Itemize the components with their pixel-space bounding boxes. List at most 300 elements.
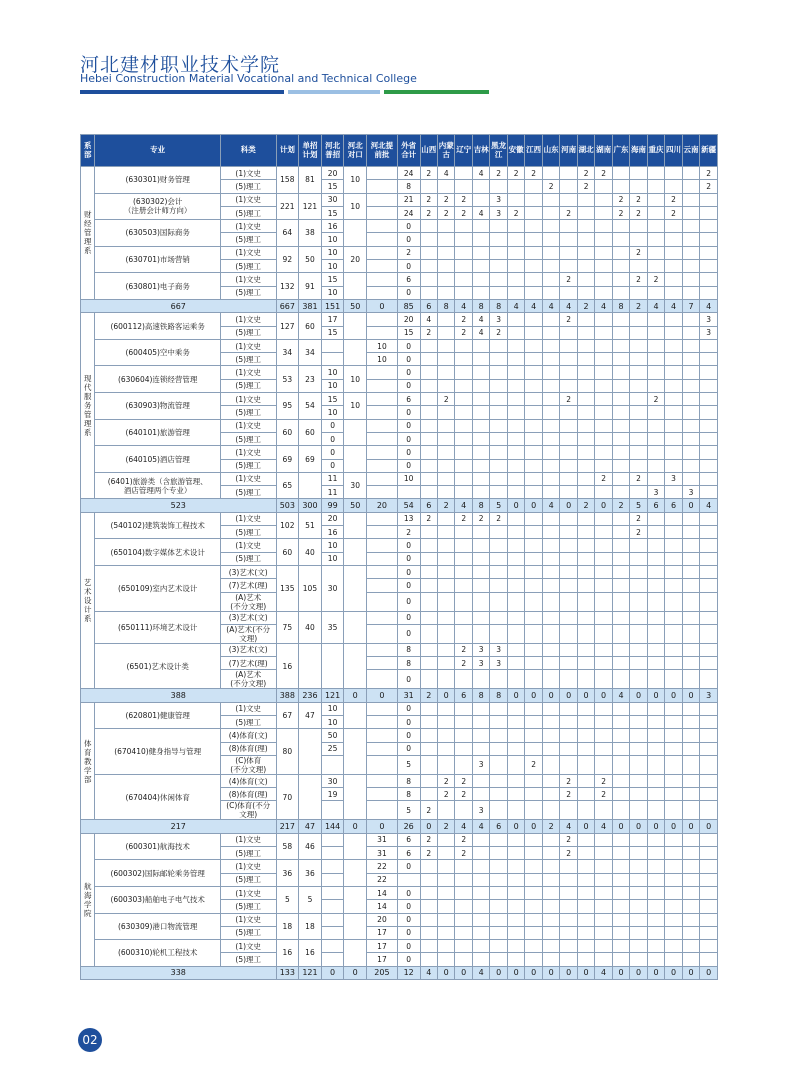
category-cell: (5)理工 — [220, 926, 276, 939]
hebei-vocational-cell — [344, 419, 367, 446]
province-cell — [630, 326, 647, 339]
province-cell — [647, 860, 664, 873]
province-cell — [577, 953, 594, 966]
province-cell — [595, 286, 612, 299]
province-cell — [560, 512, 577, 525]
out-province-total-cell: 21 — [397, 193, 420, 206]
province-cell — [525, 833, 542, 846]
province-cell — [542, 624, 559, 643]
province-cell — [420, 643, 437, 656]
province-cell — [490, 366, 507, 379]
province-cell: 2 — [525, 755, 542, 774]
out-province-total-cell: 5 — [397, 755, 420, 774]
province-cell — [612, 406, 629, 419]
single-plan-cell: 81 — [299, 167, 322, 194]
province-cell — [525, 913, 542, 926]
province-cell — [455, 273, 472, 286]
province-cell — [472, 526, 489, 539]
province-cell — [542, 233, 559, 246]
province-cell — [595, 180, 612, 193]
province-cell — [542, 755, 559, 774]
province-cell — [560, 459, 577, 472]
province-cell — [507, 774, 524, 787]
province-cell: 2 — [420, 206, 437, 219]
province-cell — [647, 552, 664, 565]
province-cell — [665, 742, 682, 755]
province-cell — [490, 233, 507, 246]
province-cell — [472, 366, 489, 379]
hebei-early-cell — [367, 539, 398, 552]
province-cell — [542, 886, 559, 899]
province-cell — [560, 702, 577, 715]
province-cell — [507, 715, 524, 728]
province-cell — [577, 432, 594, 445]
province-cell — [525, 366, 542, 379]
out-province-total-cell: 2 — [397, 526, 420, 539]
province-total-cell: 4 — [595, 820, 612, 833]
out-province-total-cell: 13 — [397, 512, 420, 525]
single-plan-cell: 23 — [299, 366, 322, 393]
province-total-cell: 2 — [577, 299, 594, 312]
out-province-total-cell: 0 — [397, 953, 420, 966]
province-cell — [647, 801, 664, 820]
province-cell — [490, 459, 507, 472]
province-cell — [542, 339, 559, 352]
province-total-cell: 6 — [647, 499, 664, 512]
single-plan-cell: 51 — [299, 512, 322, 539]
table-row — [81, 472, 718, 485]
province-cell: 2 — [560, 393, 577, 406]
hebei-early-cell — [367, 313, 398, 326]
province-cell — [437, 873, 454, 886]
province-cell — [595, 539, 612, 552]
province-cell — [420, 379, 437, 392]
out-province-total-cell: 0 — [397, 926, 420, 939]
total-cell: 133 — [276, 966, 299, 979]
column-header: 山西 — [420, 135, 437, 167]
province-cell — [455, 913, 472, 926]
single-plan-cell: 34 — [299, 339, 322, 366]
province-cell — [665, 953, 682, 966]
province-total-cell: 4 — [560, 299, 577, 312]
province-cell — [630, 180, 647, 193]
province-cell — [507, 260, 524, 273]
category-cell: (1)文史 — [220, 273, 276, 286]
hebei-early-cell: 10 — [367, 339, 398, 352]
province-cell — [437, 180, 454, 193]
province-cell — [490, 715, 507, 728]
province-cell — [612, 167, 629, 180]
province-cell — [455, 940, 472, 953]
province-cell — [647, 366, 664, 379]
province-cell — [612, 860, 629, 873]
province-cell — [472, 406, 489, 419]
province-cell — [560, 552, 577, 565]
province-cell — [455, 446, 472, 459]
province-cell — [542, 432, 559, 445]
province-cell — [630, 459, 647, 472]
province-cell — [577, 552, 594, 565]
department-cell: 现代服务管理系 — [81, 313, 95, 499]
province-cell — [455, 860, 472, 873]
plan-cell: 67 — [276, 702, 299, 729]
province-cell: 3 — [490, 313, 507, 326]
province-cell — [595, 246, 612, 259]
province-cell — [455, 233, 472, 246]
province-cell — [507, 742, 524, 755]
province-cell — [507, 565, 524, 578]
province-cell — [542, 446, 559, 459]
category-cell: (1)文史 — [220, 860, 276, 873]
province-cell — [455, 900, 472, 913]
province-cell — [577, 774, 594, 787]
province-cell — [455, 472, 472, 485]
province-cell — [612, 592, 629, 611]
province-cell — [437, 233, 454, 246]
province-cell — [507, 446, 524, 459]
province-cell — [525, 774, 542, 787]
hebei-early-cell — [367, 167, 398, 180]
province-cell — [630, 860, 647, 873]
total-cell: 50 — [344, 499, 367, 512]
province-cell — [700, 286, 718, 299]
province-cell — [577, 873, 594, 886]
province-cell — [665, 366, 682, 379]
province-cell — [472, 432, 489, 445]
province-total-cell: 6 — [420, 299, 437, 312]
out-province-total-cell: 0 — [397, 446, 420, 459]
category-cell: (5)理工 — [220, 180, 276, 193]
province-cell — [665, 313, 682, 326]
category-cell: (1)文史 — [220, 702, 276, 715]
province-cell: 2 — [560, 273, 577, 286]
total-cell: 0 — [367, 820, 398, 833]
province-cell — [577, 446, 594, 459]
province-total-cell: 6 — [420, 499, 437, 512]
category-cell: (1)文史 — [220, 167, 276, 180]
table-row — [81, 273, 718, 286]
province-cell: 2 — [472, 512, 489, 525]
province-cell — [455, 611, 472, 624]
province-cell — [682, 657, 699, 670]
hebei-general-cell — [321, 913, 344, 926]
province-cell — [682, 286, 699, 299]
province-cell — [437, 446, 454, 459]
category-cell: (4)体育(文) — [220, 774, 276, 787]
province-total-cell: 0 — [665, 966, 682, 979]
province-total-cell: 8 — [612, 299, 629, 312]
total-cell: 121 — [321, 689, 344, 702]
province-cell — [560, 624, 577, 643]
major-cell: (630604)连锁经营管理 — [95, 366, 221, 393]
province-cell — [542, 193, 559, 206]
category-cell: (1)文史 — [220, 419, 276, 432]
province-cell — [700, 643, 718, 656]
plan-cell: 221 — [276, 193, 299, 220]
province-cell — [700, 611, 718, 624]
province-cell — [507, 180, 524, 193]
category-cell: (8)体育(理) — [220, 788, 276, 801]
province-total-cell: 4 — [595, 299, 612, 312]
province-cell — [700, 446, 718, 459]
province-cell: 2 — [630, 206, 647, 219]
province-cell — [455, 167, 472, 180]
hebei-general-cell: 0 — [321, 419, 344, 432]
out-province-total-cell: 0 — [397, 459, 420, 472]
province-cell — [612, 353, 629, 366]
province-cell — [612, 366, 629, 379]
column-header: 江西 — [525, 135, 542, 167]
hebei-early-cell — [367, 486, 398, 499]
province-cell — [525, 246, 542, 259]
province-cell — [490, 565, 507, 578]
province-cell — [665, 233, 682, 246]
category-cell: (1)文史 — [220, 539, 276, 552]
province-cell — [437, 729, 454, 742]
province-cell: 2 — [542, 180, 559, 193]
total-cell: 99 — [321, 499, 344, 512]
province-cell — [490, 788, 507, 801]
province-cell — [507, 940, 524, 953]
province-cell — [507, 366, 524, 379]
column-header: 湖南 — [595, 135, 612, 167]
hebei-general-cell — [321, 900, 344, 913]
province-cell — [455, 432, 472, 445]
hebei-early-cell — [367, 366, 398, 379]
province-cell — [612, 526, 629, 539]
province-cell — [577, 755, 594, 774]
hebei-vocational-cell — [344, 886, 367, 913]
hebei-general-cell: 10 — [321, 246, 344, 259]
province-cell — [525, 233, 542, 246]
province-cell — [472, 715, 489, 728]
hebei-general-cell: 10 — [321, 715, 344, 728]
province-cell — [472, 774, 489, 787]
province-cell — [437, 847, 454, 860]
province-cell — [577, 246, 594, 259]
province-cell — [682, 167, 699, 180]
province-cell — [525, 611, 542, 624]
province-cell — [700, 246, 718, 259]
province-cell — [595, 446, 612, 459]
province-cell — [630, 873, 647, 886]
province-cell — [647, 339, 664, 352]
province-cell — [437, 940, 454, 953]
province-cell — [595, 273, 612, 286]
province-cell: 2 — [560, 847, 577, 860]
province-cell — [437, 715, 454, 728]
plan-cell: 127 — [276, 313, 299, 340]
province-cell — [455, 366, 472, 379]
category-cell: (1)文史 — [220, 940, 276, 953]
province-cell — [507, 339, 524, 352]
province-cell — [647, 913, 664, 926]
single-plan-cell — [299, 643, 322, 689]
single-plan-cell: 40 — [299, 539, 322, 566]
province-cell — [490, 393, 507, 406]
province-cell — [647, 579, 664, 592]
province-cell — [420, 486, 437, 499]
province-cell — [525, 873, 542, 886]
province-cell: 3 — [490, 657, 507, 670]
province-cell — [700, 670, 718, 689]
province-cell — [525, 715, 542, 728]
province-cell: 4 — [437, 167, 454, 180]
category-cell: (5)理工 — [220, 847, 276, 860]
province-cell — [665, 565, 682, 578]
province-cell — [560, 326, 577, 339]
province-cell: 2 — [630, 246, 647, 259]
department-total-row — [81, 820, 718, 833]
province-cell — [542, 860, 559, 873]
province-cell — [560, 220, 577, 233]
province-cell — [630, 801, 647, 820]
column-header: 黑龙江 — [490, 135, 507, 167]
total-cell: 85 — [397, 299, 420, 312]
province-cell — [490, 579, 507, 592]
province-cell: 3 — [490, 193, 507, 206]
province-cell: 2 — [455, 788, 472, 801]
out-province-total-cell: 0 — [397, 715, 420, 728]
province-cell — [700, 774, 718, 787]
province-cell: 2 — [490, 326, 507, 339]
province-cell — [700, 206, 718, 219]
province-cell — [612, 459, 629, 472]
province-cell — [490, 180, 507, 193]
province-cell — [490, 472, 507, 485]
province-total-cell: 7 — [682, 299, 699, 312]
province-cell — [437, 755, 454, 774]
province-cell — [542, 702, 559, 715]
hebei-early-cell — [367, 702, 398, 715]
province-cell — [647, 260, 664, 273]
province-cell — [682, 539, 699, 552]
province-cell — [455, 419, 472, 432]
out-province-total-cell: 0 — [397, 729, 420, 742]
province-cell — [577, 339, 594, 352]
province-cell — [700, 847, 718, 860]
category-cell: (5)理工 — [220, 206, 276, 219]
category-cell: (5)理工 — [220, 873, 276, 886]
province-cell — [612, 715, 629, 728]
province-cell: 2 — [420, 167, 437, 180]
major-cell: (630903)物流管理 — [95, 393, 221, 420]
hebei-vocational-cell — [344, 702, 367, 729]
province-cell — [507, 702, 524, 715]
province-cell — [595, 406, 612, 419]
province-cell — [525, 702, 542, 715]
category-cell: (C)体育(不分 文理) — [220, 801, 276, 820]
province-cell — [437, 286, 454, 299]
province-cell — [665, 353, 682, 366]
province-cell — [560, 486, 577, 499]
province-cell — [630, 565, 647, 578]
province-total-cell: 8 — [490, 689, 507, 702]
column-header: 河北普招 — [321, 135, 344, 167]
province-cell — [700, 366, 718, 379]
province-cell: 2 — [647, 273, 664, 286]
province-cell — [525, 788, 542, 801]
province-cell — [525, 512, 542, 525]
out-province-total-cell: 24 — [397, 206, 420, 219]
province-total-cell: 0 — [542, 689, 559, 702]
hebei-general-cell: 15 — [321, 273, 344, 286]
province-total-cell: 0 — [612, 966, 629, 979]
major-cell: (630302)会计 （注册会计师方向） — [95, 193, 221, 220]
province-cell — [577, 702, 594, 715]
province-cell — [525, 940, 542, 953]
province-cell — [682, 755, 699, 774]
province-cell: 2 — [665, 206, 682, 219]
province-cell — [490, 339, 507, 352]
plan-cell: 95 — [276, 393, 299, 420]
province-cell — [700, 900, 718, 913]
category-cell: (1)文史 — [220, 366, 276, 379]
province-total-cell: 0 — [595, 689, 612, 702]
category-cell: (1)文史 — [220, 313, 276, 326]
province-cell — [455, 180, 472, 193]
province-cell — [700, 873, 718, 886]
province-cell — [577, 860, 594, 873]
province-cell — [542, 512, 559, 525]
header-bar-green — [384, 90, 489, 94]
province-cell — [472, 353, 489, 366]
hebei-vocational-cell — [344, 833, 367, 860]
province-cell — [455, 339, 472, 352]
province-cell — [472, 419, 489, 432]
hebei-vocational-cell — [344, 512, 367, 539]
plan-cell: 135 — [276, 565, 299, 611]
province-cell: 2 — [455, 313, 472, 326]
province-cell — [472, 339, 489, 352]
province-cell — [612, 657, 629, 670]
province-cell — [472, 579, 489, 592]
province-cell — [647, 526, 664, 539]
province-cell — [490, 260, 507, 273]
province-cell — [560, 579, 577, 592]
province-cell: 3 — [472, 657, 489, 670]
province-cell — [420, 526, 437, 539]
province-cell — [577, 643, 594, 656]
province-cell — [437, 953, 454, 966]
province-cell: 3 — [472, 801, 489, 820]
province-cell — [507, 900, 524, 913]
province-cell: 2 — [525, 167, 542, 180]
province-cell — [682, 446, 699, 459]
hebei-general-cell — [321, 643, 344, 689]
hebei-early-cell — [367, 180, 398, 193]
header-bar-light-blue — [288, 90, 380, 94]
hebei-early-cell — [367, 326, 398, 339]
province-cell — [525, 379, 542, 392]
out-province-total-cell: 8 — [397, 788, 420, 801]
hebei-general-cell — [321, 886, 344, 899]
hebei-early-cell: 14 — [367, 886, 398, 899]
province-cell — [455, 926, 472, 939]
province-cell — [507, 526, 524, 539]
province-cell — [700, 953, 718, 966]
province-cell — [647, 539, 664, 552]
major-cell: (630503)国际商务 — [95, 220, 221, 247]
province-cell — [595, 900, 612, 913]
province-cell — [700, 592, 718, 611]
major-cell: (600302)国际邮轮乘务管理 — [95, 860, 221, 887]
province-cell: 2 — [595, 788, 612, 801]
province-cell — [420, 565, 437, 578]
province-cell — [595, 379, 612, 392]
province-cell — [665, 339, 682, 352]
category-cell: (5)理工 — [220, 715, 276, 728]
